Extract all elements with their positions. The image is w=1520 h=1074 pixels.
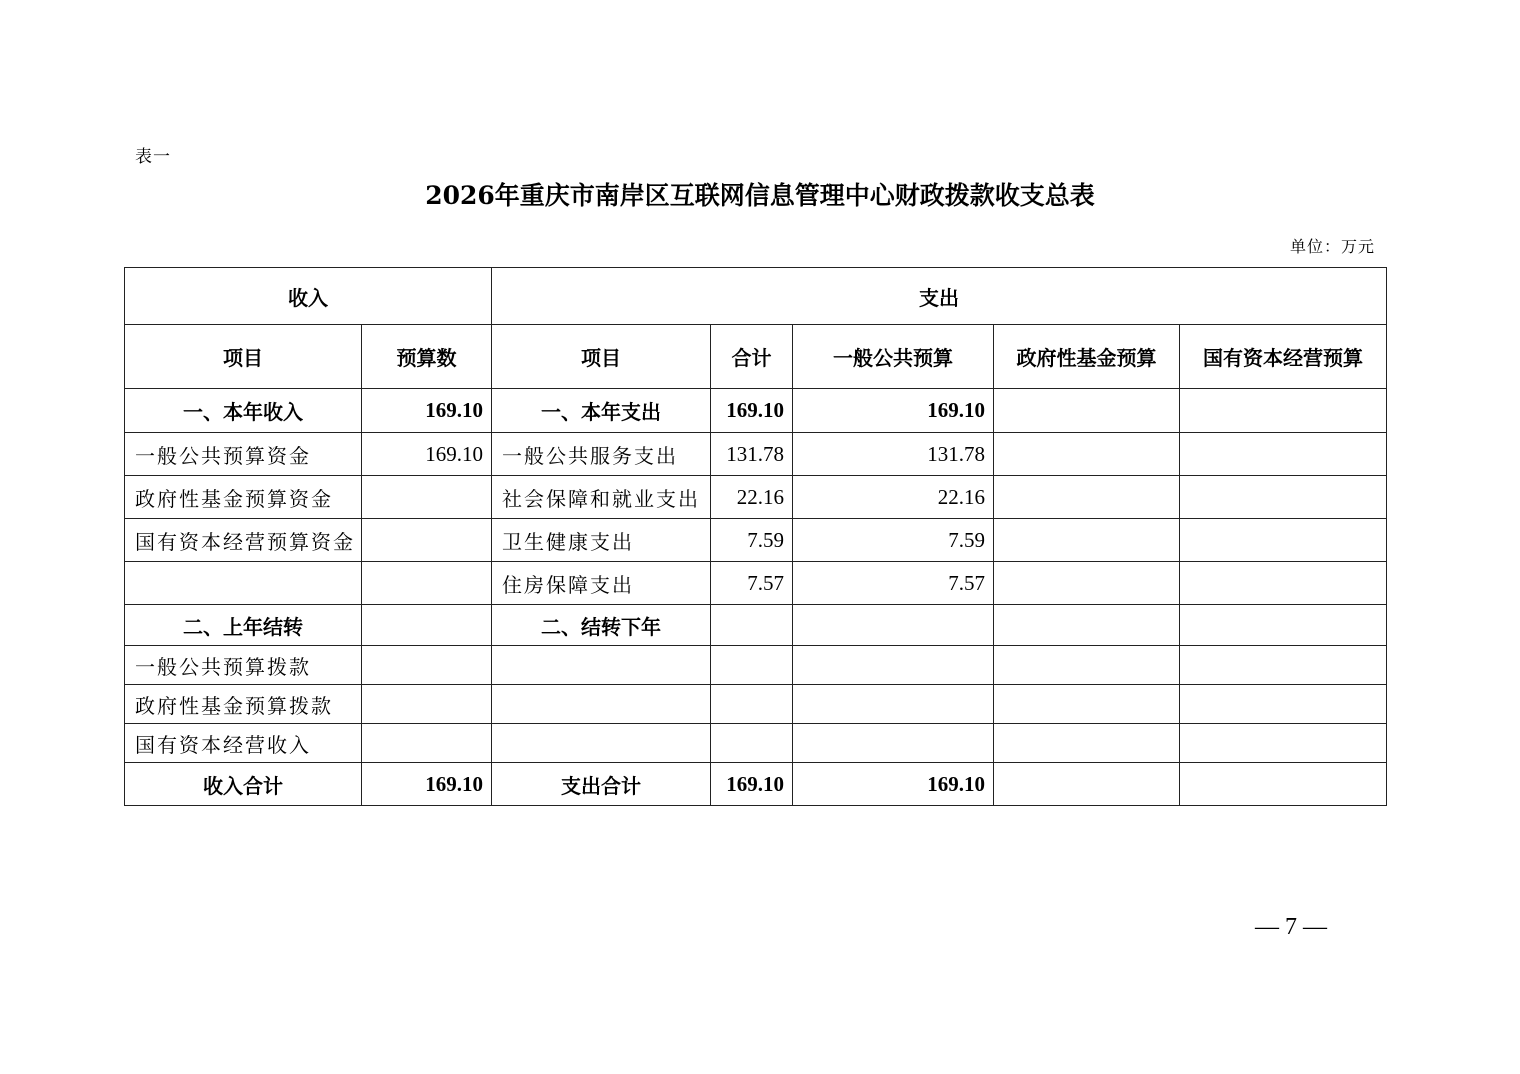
income-value: 169.10 [362, 389, 492, 433]
exp-general [793, 646, 994, 685]
col-header-gov-fund: 政府性基金预算 [994, 325, 1180, 389]
income-value [362, 646, 492, 685]
exp-state-capital [1180, 685, 1387, 724]
exp-item: 住房保障支出 [492, 562, 711, 605]
exp-item: 二、结转下年 [492, 605, 711, 646]
page-title: 2026年重庆市南岸区互联网信息管理中心财政拨款收支总表 [425, 181, 1095, 210]
exp-item [492, 724, 711, 763]
exp-total-label: 支出合计 [492, 763, 711, 806]
col-header-state-capital: 国有资本经营预算 [1180, 325, 1387, 389]
exp-state-capital [1180, 519, 1387, 562]
totals-row [125, 763, 1387, 806]
exp-total: 22.16 [711, 476, 793, 519]
income-item: 一、本年收入 [125, 389, 362, 433]
exp-item: 社会保障和就业支出 [492, 476, 711, 519]
exp-total [711, 646, 793, 685]
exp-item [492, 685, 711, 724]
exp-gov-fund [994, 433, 1180, 476]
exp-total: 7.59 [711, 519, 793, 562]
exp-general [793, 724, 994, 763]
exp-gov-fund [994, 519, 1180, 562]
exp-gov-fund [994, 724, 1180, 763]
col-header-exp-item: 项目 [492, 325, 711, 389]
exp-total [711, 685, 793, 724]
exp-gov-fund [994, 763, 1180, 806]
table-row [125, 562, 1387, 605]
income-value [362, 685, 492, 724]
expenditure-header: 支出 [492, 268, 1387, 325]
income-item: 政府性基金预算资金 [125, 476, 362, 519]
income-item: 政府性基金预算拨款 [125, 685, 362, 724]
exp-general: 22.16 [793, 476, 994, 519]
exp-state-capital [1180, 562, 1387, 605]
page-number: — 7 — [1255, 914, 1327, 940]
exp-total [711, 605, 793, 646]
exp-gov-fund [994, 605, 1180, 646]
table-row [125, 519, 1387, 562]
exp-state-capital [1180, 433, 1387, 476]
col-header-general: 一般公共预算 [793, 325, 994, 389]
table-row [125, 646, 1387, 685]
exp-state-capital [1180, 724, 1387, 763]
table-row [125, 389, 1387, 433]
income-total-value: 169.10 [362, 763, 492, 806]
exp-general [793, 685, 994, 724]
exp-state-capital [1180, 605, 1387, 646]
column-header-row [125, 325, 1387, 389]
table-label: 表一 [135, 147, 171, 167]
income-value: 169.10 [362, 433, 492, 476]
group-header-row [125, 268, 1387, 325]
exp-total [711, 724, 793, 763]
table-row [125, 685, 1387, 724]
exp-general: 169.10 [793, 763, 994, 806]
income-value [362, 476, 492, 519]
exp-total: 131.78 [711, 433, 793, 476]
income-value [362, 519, 492, 562]
col-header-income-item: 项目 [125, 325, 362, 389]
exp-item: 一、本年支出 [492, 389, 711, 433]
income-item: 一般公共预算资金 [125, 433, 362, 476]
exp-state-capital [1180, 389, 1387, 433]
exp-item: 一般公共服务支出 [492, 433, 711, 476]
exp-general: 169.10 [793, 389, 994, 433]
exp-total: 7.57 [711, 562, 793, 605]
exp-gov-fund [994, 562, 1180, 605]
exp-gov-fund [994, 389, 1180, 433]
exp-general [793, 605, 994, 646]
income-value [362, 562, 492, 605]
income-item: 国有资本经营预算资金 [125, 519, 362, 562]
table-row [125, 605, 1387, 646]
exp-state-capital [1180, 476, 1387, 519]
exp-general: 131.78 [793, 433, 994, 476]
exp-total: 169.10 [711, 763, 793, 806]
col-header-budget: 预算数 [362, 325, 492, 389]
income-item: 一般公共预算拨款 [125, 646, 362, 685]
income-item [125, 562, 362, 605]
exp-gov-fund [994, 476, 1180, 519]
exp-item: 卫生健康支出 [492, 519, 711, 562]
exp-general: 7.59 [793, 519, 994, 562]
income-item: 国有资本经营收入 [125, 724, 362, 763]
table-row [125, 476, 1387, 519]
income-header: 收入 [125, 268, 492, 325]
exp-gov-fund [994, 646, 1180, 685]
exp-state-capital [1180, 763, 1387, 806]
table-row [125, 433, 1387, 476]
income-item: 二、上年结转 [125, 605, 362, 646]
exp-state-capital [1180, 646, 1387, 685]
table-row [125, 724, 1387, 763]
exp-total: 169.10 [711, 389, 793, 433]
income-value [362, 724, 492, 763]
unit-label: 单位：万元 [1289, 237, 1375, 256]
col-header-total: 合计 [711, 325, 793, 389]
exp-general: 7.57 [793, 562, 994, 605]
exp-gov-fund [994, 685, 1180, 724]
budget-table [124, 267, 1387, 806]
income-total-label: 收入合计 [125, 763, 362, 806]
exp-item [492, 646, 711, 685]
income-value [362, 605, 492, 646]
